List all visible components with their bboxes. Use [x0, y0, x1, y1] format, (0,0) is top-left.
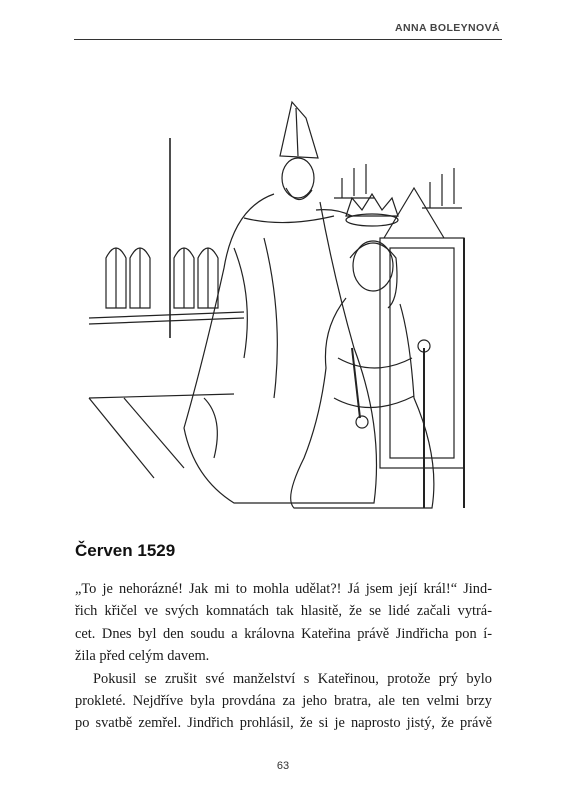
body-line-6: prokleté. Nejdříve byla provdána za jeho bratra, ale ten velmi brzy	[75, 693, 492, 710]
body-text	[75, 578, 492, 735]
page-number: 63	[276, 760, 290, 772]
header-rule	[74, 39, 502, 40]
body-line-4: žila před celým davem.	[75, 648, 210, 665]
running-head: ANNA BOLEYNOVÁ	[395, 22, 500, 34]
chapter-title: Červen 1529	[75, 541, 176, 560]
body-line-3: cet. Dnes byl den soudu a královna Kateřina právě Jindřicha pon í-	[75, 625, 492, 642]
body-line-7: po svatbě zemřel. Jindřich prohlásil, že si je naprosto jistý, že právě	[75, 715, 492, 732]
body-line-1: „To je nehorázné! Jak mi to mohla udělat?! Já jsem její král!“ Jind-	[75, 581, 492, 597]
body-line-2: řich křičel ve svých komnatách tak hlasitě, že se lidé začali vytrá-	[75, 603, 492, 620]
coronation-illustration	[84, 98, 482, 518]
body-line-5: Pokusil se zrušit své manželství s Kateřinou, protože prý bylo	[93, 670, 492, 687]
